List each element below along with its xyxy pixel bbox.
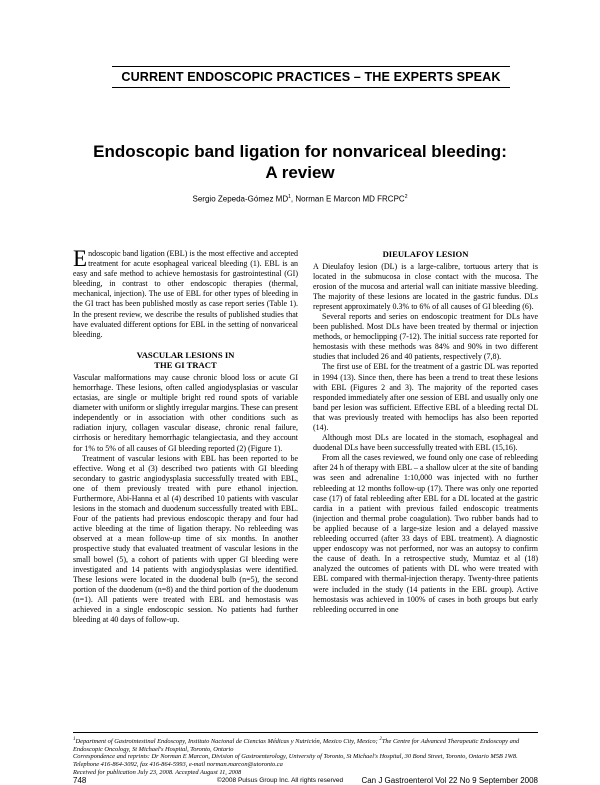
affiliation-2-marker: 2 bbox=[379, 737, 382, 742]
received-dates: Received for publication July 23, 2008. Accepted August 11, 2008 bbox=[73, 768, 242, 776]
dieulafoy-paragraph-4: Although most DLs are located in the stomach, esophageal and duodenal DLs have been successfully treated with EBL (15,16). bbox=[313, 433, 538, 453]
vascular-paragraph-2: Treatment of vascular lesions with EBL has been reported to be effective. Wong et al (3) described two patients with GI bleeding secondary to gastric angiodysplasia successfully treated with EBL, one of them previously treated with pure ethanol injection. Furthermore, Abi-Hanna et al (4) described 10 patients with vascular lesions in the stomach and duodenum successfully treated with EBL. Four of the patients had previous endoscopic therapy and four had active bleeding at the time of ligation therapy. No rebleeding was observed at a mean follow-up time of six months. In another prospective study that evaluated treatment of vascular lesions in the small bowel (5), a cohort of patients with upper GI bleeding were investigated and 14 patients with angiodysplasias were identified. These lesions were located in the duodenal bulb (n=5), the second portion of the duodenum (n=8) and the third portion of the duodenum (n=1). All patients were treated with EBL and hemostasis was achieved in a single endoscopic session. No patients had further bleeding at 40 days of follow-up. bbox=[73, 453, 298, 625]
right-column bbox=[313, 249, 538, 615]
intro-text: ndoscopic band ligation (EBL) is the most effective and accepted treatment for acute esophageal variceal bleeding (1). EBL is an easy and safe method to achieve hemostasis for gastrointestinal (GI) bleeding, in contrast to other endoscopic therapies (thermal, mechanical, injection). The use of EBL for other types of bleeding in the GI tract has been published mostly as case report series (Table 1). In the present review, we describe the results of published studies that have evaluated different options for EBL in the setting of nonvariceal bleeding. bbox=[73, 249, 298, 339]
affiliation-2: The Centre for Advanced Therapeutic Endoscopy and Endoscopic Oncology, St Michael's Hospital, Toronto, Ontario bbox=[73, 738, 520, 753]
affiliations bbox=[73, 736, 538, 753]
dieulafoy-paragraph-3: The first use of EBL for the treatment of a gastric DL was reported in 1994 (13). Since then, there has been a trend to treat these lesions with EBL (Figures 2 and 3). The majority of the reported cases responded immediately after one session of EBL and usually only one band per lesion was sufficient. Effective EBL of a bleeding rectal DL that was previously treated with hemoclips has also been reported (14). bbox=[313, 362, 538, 432]
article-title bbox=[60, 141, 540, 183]
vascular-heading-line2: THE GI TRACT bbox=[154, 360, 217, 371]
vascular-paragraph-1: Vascular malformations may cause chronic blood loss or acute GI hemorrhage. These lesions, often called angiodysplasias or vascular ectasias, are single or multiple bright red round spots of variable diameter with uniform or slightly irregular margins. These can present independently or in association with other conditions such as radiation injury, collagen vascular disease, chronic renal failure, cirrhosis or hereditary hemorrhagic telangiectasia, and they account for 1% to 5% of all causes of GI bleeding reported (2) (Figure 1). bbox=[73, 372, 298, 453]
dieulafoy-heading: DIEULAFOY LESION bbox=[382, 249, 469, 259]
article-title-line1: Endoscopic band ligation for nonvariceal bleeding: bbox=[93, 142, 507, 161]
footnote-rule bbox=[73, 732, 538, 733]
journal-citation: Can J Gastroenterol Vol 22 No 9 September 2008 bbox=[361, 776, 538, 785]
author-1: Sergio Zepeda-Gómez MD bbox=[192, 194, 289, 204]
page-number: 748 bbox=[73, 776, 87, 785]
footnotes bbox=[73, 736, 538, 776]
affiliation-1: Department of Gastrointestinal Endoscopy, Instituto Nacional de Ciencias Médicas y Nutrición, Mexico City, Mexico; bbox=[75, 738, 380, 746]
author-2-affiliation: 2 bbox=[404, 194, 408, 200]
section-heading: CURRENT ENDOSCOPIC PRACTICES – THE EXPERTS SPEAK bbox=[121, 70, 501, 84]
vascular-lesions-heading bbox=[73, 350, 298, 371]
intro-paragraph bbox=[73, 246, 298, 340]
left-column bbox=[73, 246, 298, 625]
header-top-rule bbox=[112, 66, 510, 67]
author-separator: , bbox=[290, 194, 296, 204]
dieulafoy-paragraph-5: From all the cases reviewed, we found only one case of rebleeding after 24 h of therapy with EBL – a shallow ulcer at the site of banding was seen and adrenaline 1:10,000 was injected with no further rebleeding at 12 months follow-up (17). There was only one reported case (17) of fatal rebleeding after EBL for a DL located at the gastric cardia in a patient with previous failed endoscopic treatments (injection and thermal probe coagulation). Two rubber bands had to be applied because of a large-size lesion and a delayed massive rebleeding occurred (after 33 days of EBL treatment). A diagnostic upper endoscopy was not performed, nor was an autopsy to confirm the cause of death. In a retrospective study, Mumtaz et al (18) analyzed the outcomes of patients with DL who were treated with EBL compared with thermal-injection therapy. Twenty-three patients were included in the study (14 patients in the EBL group). Active hemostasis was achieved in 100% of cases in both groups but early rebleeding occurred in one bbox=[313, 453, 538, 614]
author-1-affiliation: 1 bbox=[288, 194, 291, 200]
affiliation-1-marker: 1 bbox=[73, 737, 76, 742]
author-line bbox=[60, 194, 540, 204]
dieulafoy-paragraph-2: Several reports and series on endoscopic treatment for DLs have been published. Most DLs have been treated by thermal or injection methods, or hemoclipping (7-12). The initial success rate reported for hemostasis with these methods was 84% and 90% in two different studies that included 26 and 40 patients, respectively (7,8). bbox=[313, 311, 538, 362]
author-2: Norman E Marcon MD FRCPC bbox=[295, 194, 405, 204]
correspondence: Correspondence and reprints: Dr Norman E Marcon, Division of Gastroenterology, University of Toronto, St Michael's Hospital, 30 Bond Street, Toronto, Ontario M5B 1W8. Telephone 416-864-3092, fax 416-864-5993, e-mail norman.marcon@utoronto.ca bbox=[73, 753, 518, 768]
drop-cap: E bbox=[73, 246, 88, 271]
dieulafoy-paragraph-1: A Dieulafoy lesion (DL) is a large-calibre, tortuous artery that is located in the submucosa in close contact with the mucosa. The erosion of the mucosa and arterial wall can initiate massive bleeding. The majority of these lesions are located in the gastric fundus. DLs represent approximately 0.3% to 6% of all causes of GI bleeding (6). bbox=[313, 261, 538, 311]
vascular-heading-line1: VASCULAR LESIONS IN bbox=[136, 349, 235, 360]
header-bottom-rule bbox=[112, 87, 510, 88]
article-title-line2: A review bbox=[265, 163, 335, 182]
copyright: ©2008 Pulsus Group Inc. All rights reserved bbox=[216, 777, 344, 784]
